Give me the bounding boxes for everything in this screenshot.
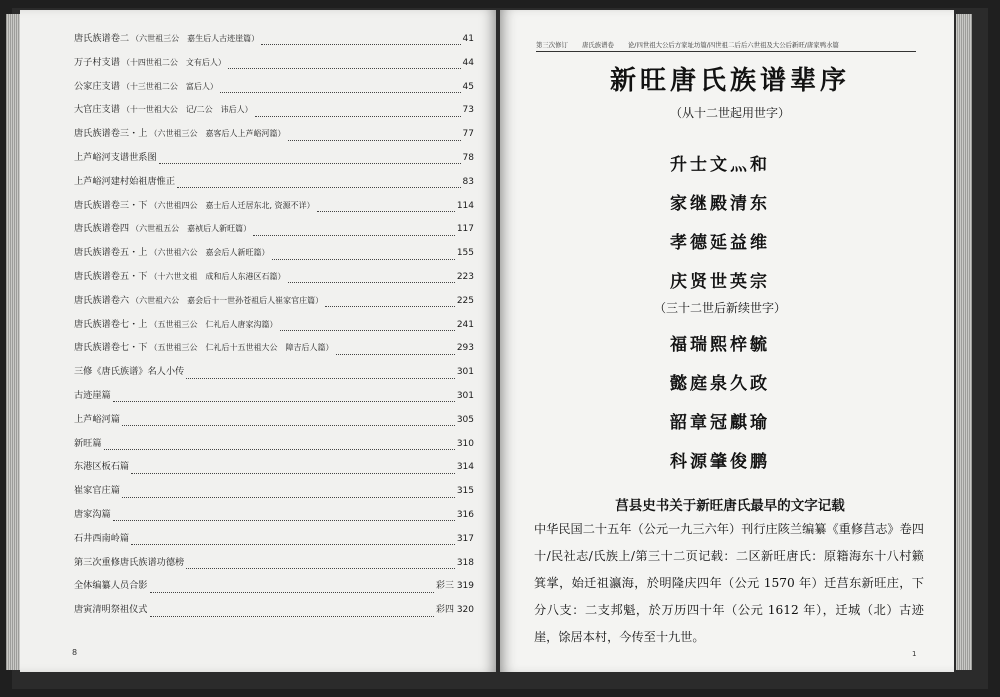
toc-page-number: 77	[462, 129, 474, 140]
toc-entry-main: 唐氏族谱卷七・下	[74, 342, 148, 354]
page-title: 新旺唐氏族谱辈序	[609, 66, 850, 96]
toc-page-number: 310	[456, 438, 474, 449]
toc-entry-title	[74, 54, 226, 68]
toc-entry-subtitle: （十一世祖大公 记/二公 讳后人）	[121, 105, 253, 115]
toc-entry	[74, 482, 474, 506]
toc-page-number: 317	[456, 533, 474, 544]
toc-entry-title	[74, 577, 148, 591]
generation-line: 科源肇俊鹏	[670, 452, 770, 472]
toc-leader-dots	[186, 378, 455, 379]
toc-page-number: 73	[462, 105, 474, 116]
toc-entry-title	[74, 458, 129, 472]
toc-entry	[74, 78, 474, 102]
toc-entry	[74, 292, 474, 316]
toc-page-number: 241	[456, 319, 474, 330]
toc-entry	[74, 601, 474, 625]
section-heading: 莒县史书关于新旺唐氏最早的文字记载	[615, 498, 845, 514]
page-subtitle: （从十二世起用世字）	[669, 106, 790, 120]
toc-entry-title	[74, 601, 148, 615]
toc-entry-subtitle: （十三世祖二公 富后人）	[121, 81, 218, 91]
toc-entry	[74, 197, 474, 221]
toc-entry-main: 东港区板石篇	[74, 461, 130, 473]
running-header	[536, 40, 916, 52]
toc-page-number: 225	[456, 295, 474, 306]
toc-entry-title	[74, 387, 111, 401]
generation-line: 孝德延益维	[670, 233, 770, 253]
toc-entry	[74, 506, 474, 530]
generation-line: 家继殿清东	[670, 194, 770, 214]
toc-page-number: 318	[456, 557, 474, 568]
toc-entry-subtitle: （六世祖五公 嘉祯后人新旺篇）	[131, 224, 252, 234]
toc-entry-title	[74, 411, 120, 425]
toc-entry	[74, 458, 474, 482]
toc-page-number: 301	[456, 367, 474, 378]
toc-entry-title	[74, 316, 278, 330]
toc-entry-main: 唐氏族谱卷五・上	[74, 247, 148, 259]
left-page-number: 8	[72, 648, 78, 657]
toc-entry-main: 第三次重修唐氏族谱功德榜	[74, 556, 185, 568]
toc-entry-title	[74, 220, 251, 234]
toc-leader-dots	[220, 92, 461, 93]
toc-entry-title	[74, 339, 334, 353]
toc-entry	[74, 339, 474, 363]
toc-entry-title	[74, 149, 157, 163]
toc-page-number: 114	[456, 200, 474, 211]
toc-entry-subtitle: （六世祖四公 嘉士后人迁居东北, 资源不详）	[149, 200, 315, 210]
toc-entry	[74, 173, 474, 197]
toc-entry-main: 公家庄支谱	[74, 80, 120, 92]
body-paragraph: 中华民国二十五年（公元一九三六年）刊行庄陔兰编纂《重修莒志》卷四十/民社志/氏族上/第三十二页记载：二区新旺唐氏：原籍海东十八村籁箕掌，始迁祖瀛海，於明隆庆四年（公元 1570 年）迁莒东新旺庄，下分八支：二支邦魁，於万历四十年（公元 1612 年），迁城（北）古迹崖，馀居本村，今传至十九世。	[534, 522, 924, 644]
toc-leader-dots	[113, 401, 455, 402]
generation-line: 福瑞熙梓毓	[670, 335, 770, 355]
toc-entry-subtitle: （六世祖三公 嘉客后人上芦峪河篇）	[149, 129, 286, 139]
toc-page-number: 彩三 319	[435, 581, 474, 592]
toc-entry-title	[74, 292, 323, 306]
toc-page-number: 155	[456, 248, 474, 259]
toc-page-number: 316	[456, 509, 474, 520]
toc-leader-dots	[186, 568, 455, 569]
toc-leader-dots	[177, 187, 460, 188]
toc-entry-main: 唐氏族谱卷三・上	[74, 128, 148, 140]
toc-entry-subtitle: （五世祖三公 仁礼后人唐家沟篇）	[149, 319, 278, 329]
toc-entry	[74, 554, 474, 578]
table-of-contents	[74, 30, 474, 625]
toc-entry-main: 唐氏族谱卷三・下	[74, 199, 148, 211]
toc-leader-dots	[159, 163, 461, 164]
toc-leader-dots	[272, 259, 455, 260]
toc-entry-main: 上芦峪河支谱世系图	[74, 151, 157, 163]
toc-entry-main: 唐家沟篇	[74, 508, 111, 520]
generation-line: 庆贤世英宗	[670, 272, 770, 292]
toc-entry	[74, 125, 474, 149]
toc-entry-subtitle: （六世祖三公 嘉生后人古迹崖篇）	[131, 34, 260, 43]
generation-line: 懿庭泉久政	[670, 374, 770, 394]
header-segment: 第三次修订	[536, 41, 568, 49]
toc-entry-main: 唐氏族谱卷七・上	[74, 318, 148, 330]
toc-entry-main: 唐氏族谱卷五・下	[74, 270, 148, 282]
toc-entry	[74, 54, 474, 78]
toc-entry	[74, 577, 474, 601]
toc-entry-subtitle: （十六世文祖 成和后人东港区石篇）	[149, 271, 286, 281]
page-edges-left	[6, 14, 20, 670]
toc-entry	[74, 268, 474, 292]
toc-page-number: 41	[462, 34, 474, 44]
toc-page-number: 45	[462, 81, 474, 92]
toc-leader-dots	[336, 354, 455, 355]
toc-leader-dots	[122, 497, 455, 498]
toc-entry	[74, 316, 474, 340]
toc-entry-main: 唐氏族谱卷六	[74, 294, 130, 306]
toc-entry-subtitle: （五世祖三公 仁礼后十五世祖大公 障吉后人篇）	[149, 343, 334, 353]
toc-entry-title	[74, 530, 129, 544]
toc-entry-title	[74, 78, 218, 92]
toc-page-number: 117	[456, 224, 474, 235]
toc-leader-dots	[150, 592, 434, 593]
toc-entry	[74, 101, 474, 125]
toc-entry	[74, 363, 474, 387]
toc-leader-dots	[325, 306, 455, 307]
toc-entry	[74, 149, 474, 173]
toc-leader-dots	[131, 473, 455, 474]
toc-entry-title	[74, 506, 111, 520]
toc-entry-title	[74, 125, 286, 139]
toc-entry-main: 唐氏族谱卷四	[74, 223, 130, 235]
generation-line: 升士文灬和	[670, 155, 770, 175]
toc-entry-main: 崔家官庄篇	[74, 485, 120, 497]
toc-leader-dots	[113, 520, 455, 521]
toc-page-number: 293	[456, 343, 474, 354]
toc-leader-dots	[288, 140, 461, 141]
toc-page-number: 彩四 320	[435, 605, 474, 616]
toc-leader-dots	[288, 282, 455, 283]
toc-entry	[74, 220, 474, 244]
toc-leader-dots	[317, 211, 455, 212]
toc-entry-main: 三修《唐氏族谱》名人小传	[74, 366, 185, 378]
toc-leader-dots	[228, 68, 461, 69]
toc-page-number: 78	[462, 152, 474, 163]
toc-page-number: 301	[456, 390, 474, 401]
toc-entry-title	[74, 363, 184, 377]
toc-entry-subtitle: （六世祖六公 嘉会后人新旺篇）	[149, 248, 270, 258]
toc-entry-title	[74, 30, 259, 44]
toc-entry-title	[74, 435, 102, 449]
toc-entry-main: 大官庄支谱	[74, 104, 120, 116]
toc-leader-dots	[122, 425, 455, 426]
toc-entry	[74, 530, 474, 554]
toc-entry-main: 古迹崖篇	[74, 389, 111, 401]
generation-note: （三十二世后新续世字）	[653, 301, 786, 315]
toc-leader-dots	[280, 330, 455, 331]
toc-entry	[74, 435, 474, 459]
toc-entry-main: 新旺篇	[74, 437, 102, 449]
toc-entry	[74, 411, 474, 435]
toc-page-number: 305	[456, 414, 474, 425]
toc-page-number: 314	[456, 462, 474, 473]
toc-page-number: 223	[456, 271, 474, 282]
header-segment: 论/四世祖大公后方家址坊篇/四世祖二后后六世祖及大公后新旺/唐家鸭水篇	[627, 41, 839, 49]
toc-entry-main: 石井西南岭篇	[74, 532, 130, 544]
toc-entry-main: 上芦峪河篇	[74, 413, 120, 425]
toc-page-number: 315	[456, 486, 474, 497]
toc-leader-dots	[104, 449, 455, 450]
toc-entry-main: 万子村支谱	[74, 56, 120, 68]
toc-entry-main: 上芦峪河建村始祖唐惟正	[74, 175, 176, 187]
toc-entry-subtitle: （十四世祖二公 文有后人）	[121, 57, 226, 67]
toc-entry	[74, 244, 474, 268]
header-segment: 唐氏族谱卷	[581, 41, 614, 49]
page-edges-right	[956, 14, 972, 670]
toc-entry-title	[74, 101, 253, 115]
toc-entry	[74, 30, 474, 54]
toc-page-number: 83	[462, 176, 474, 187]
toc-entry-title	[74, 197, 315, 211]
toc-entry-title	[74, 482, 120, 496]
toc-leader-dots	[261, 44, 460, 45]
toc-entry-title	[74, 268, 286, 282]
toc-leader-dots	[150, 616, 434, 617]
right-page-number: 1	[912, 650, 917, 658]
toc-entry-main: 全体编纂人员合影	[74, 580, 148, 592]
toc-leader-dots	[131, 544, 455, 545]
toc-leader-dots	[255, 116, 461, 117]
toc-entry	[74, 387, 474, 411]
toc-entry-title	[74, 173, 175, 187]
toc-entry-title	[74, 244, 270, 258]
toc-entry-main: 唐氏族谱卷二	[74, 33, 130, 44]
toc-page-number: 44	[462, 57, 474, 68]
toc-leader-dots	[253, 235, 455, 236]
toc-entry-title	[74, 554, 184, 568]
generation-line: 韶章冠麒瑜	[670, 413, 770, 433]
toc-entry-subtitle: （六世祖六公 嘉会后十一世孙苍祖后人崔家官庄篇）	[131, 295, 324, 305]
toc-entry-main: 唐寅清明祭祖仪式	[74, 604, 148, 616]
